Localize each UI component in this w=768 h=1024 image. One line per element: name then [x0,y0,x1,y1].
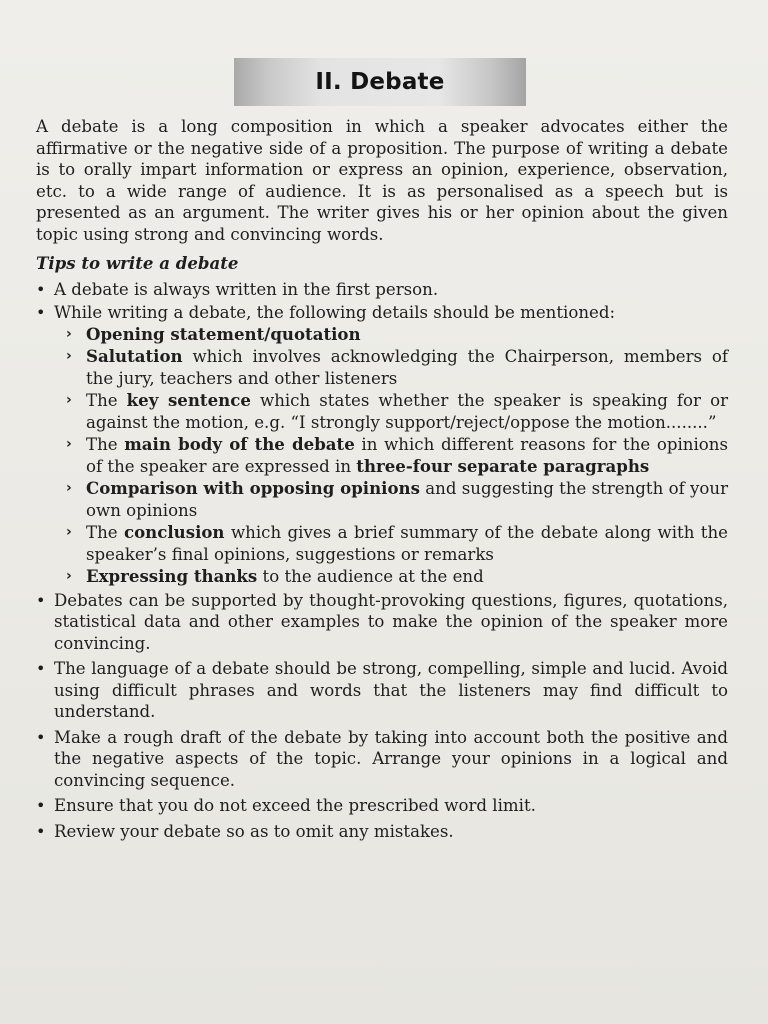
tip-language [36,658,728,723]
tip-text: Make a rough draft of the debate by taking into account both the positive and the negative aspects of the topic. Arrange your opinions in a logical and convincing sequence. [54,727,728,790]
detail-bold: main body of the debate [124,434,355,454]
chevron-right-icon: › [66,568,72,584]
detail-text: The [86,391,127,410]
detail-text: The [86,523,125,542]
detail-thanks [66,566,728,588]
chevron-right-icon: › [66,325,72,342]
detail-key-sentence [66,390,728,433]
page-content [36,116,728,846]
tips-list [36,279,728,588]
detail-text: and suggesting the strength of your own opinions [86,479,729,520]
chevron-right-icon: › [66,348,72,364]
detail-main-body [66,434,728,477]
detail-salutation [66,346,728,389]
detail-bold: Salutation [86,346,183,366]
tip-text: Ensure that you do not exceed the prescribed word limit. [54,796,536,815]
tip-text: Review your debate so as to omit any mistakes. [54,821,454,841]
tip-text: A debate is always written in the first person. [54,279,439,299]
detail-bold: key sentence [126,390,251,410]
tips-heading: Tips to write a debate [36,253,239,273]
section-title: II. Debate [315,69,445,95]
tip-text: The language of a debate should be strong, compelling, simple and lucid. Avoid using difficult phrases and words that the listeners may find difficult to understand. [54,659,728,721]
more-tips-list [36,590,728,843]
intro-paragraph: A debate is a long composition in which a speaker advocates either the affirmative or the negative side of a proposition. The purpose of writing a debate is to orally impart information or express an opinion, experience, observation, etc. to a wide range of audience. It is as personalised as a speech but is presented as an argument. The writer gives his or her opinion about the given topic using strong and convincing words. [36,117,728,244]
detail-opening [66,324,728,346]
detail-text: which gives a brief summary of the debate along with the speaker’s final opinions, suggestions or remarks [86,523,728,564]
detail-bold: Expressing thanks [86,566,258,586]
tip-review [36,821,728,843]
detail-text: in which different reasons for the opinions of the speaker are expressed in [86,435,728,476]
detail-text: The [86,435,125,454]
detail-bold: three-four separate paragraphs [356,455,650,476]
chevron-right-icon: › [66,480,72,496]
chevron-right-icon: › [66,392,72,408]
tip-details [36,302,728,588]
detail-text: to the audience at the end [257,567,484,586]
details-list [54,324,728,588]
detail-text: which states whether the speaker is speaking for or against the motion, e.g. “I strongly support/reject/oppose the motion........” [86,391,728,432]
chevron-right-icon: › [66,524,72,540]
tip-text: While writing a debate, the following details should be mentioned: [54,303,616,322]
tip-text: Debates can be supported by thought-provoking questions, figures, quotations, statistical data and other examples to make the opinion of the speaker more convincing. [54,590,728,653]
detail-bold: conclusion [124,522,225,542]
detail-comparison [66,478,728,521]
detail-conclusion [66,522,728,565]
detail-bold: Comparison with opposing opinions [86,478,420,498]
tip-word-limit [36,795,728,817]
tip-first-person [36,279,728,301]
detail-bold: Opening statement/quotation [86,323,361,344]
section-title-banner [234,58,526,106]
chevron-right-icon: › [66,436,72,452]
tip-support [36,590,728,655]
tip-draft [36,727,728,792]
detail-text: which involves acknowledging the Chairperson, members of the jury, teachers and other listeners [86,347,728,388]
